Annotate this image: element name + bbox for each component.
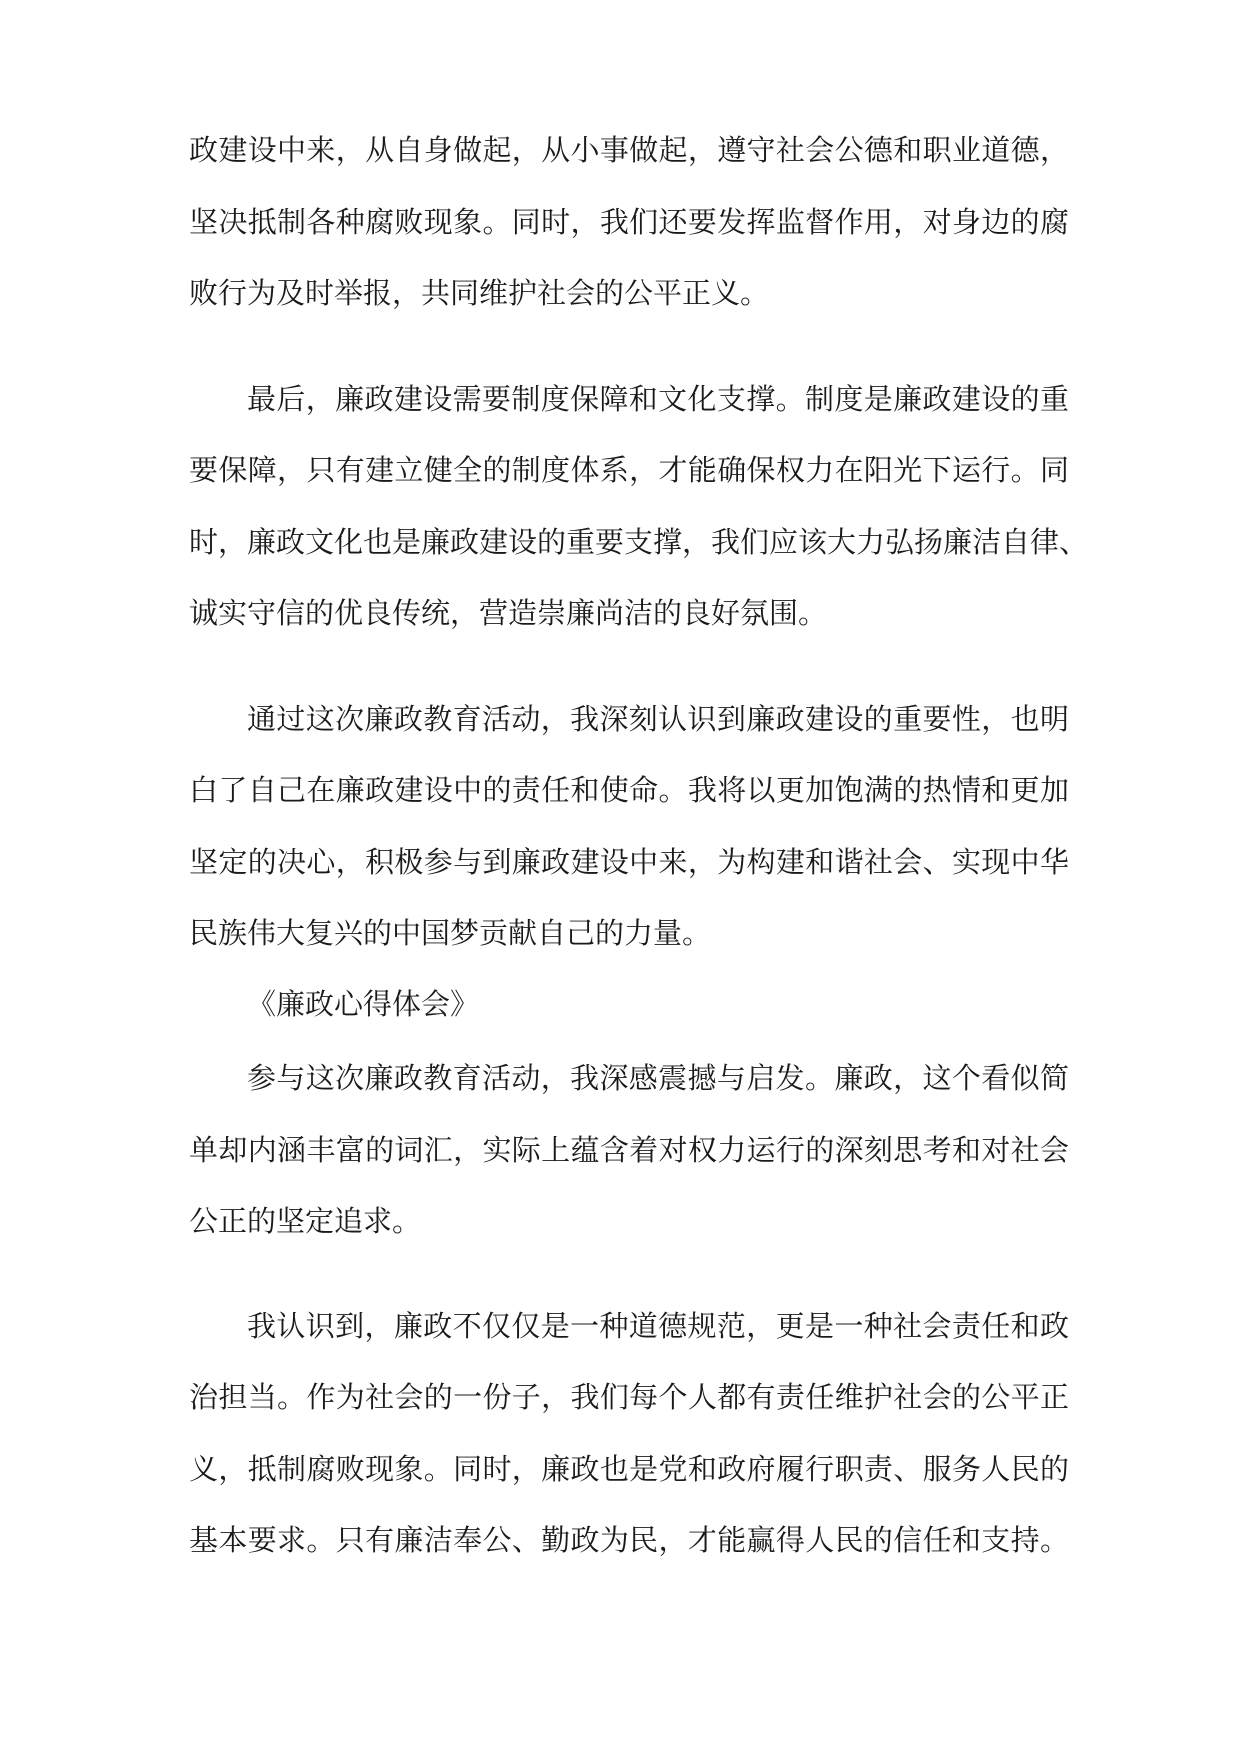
paragraph-line: 治担当。作为社会的一份子，我们每个人都有责任维护社会的公平正 <box>189 1380 1069 1414</box>
paragraph-line: 坚决抵制各种腐败现象。同时，我们还要发挥监督作用，对身边的腐 <box>189 205 1069 239</box>
paragraph-line: 通过这次廉政教育活动，我深刻认识到廉政建设的重要性，也明 <box>247 702 1069 736</box>
paragraph-line: 单却内涵丰富的词汇，实际上蕴含着对权力运行的深刻思考和对社会 <box>189 1133 1069 1167</box>
paragraph-line: 诚实守信的优良传统，营造崇廉尚洁的良好氛围。 <box>189 596 828 630</box>
paragraph-line: 公正的坚定追求。 <box>189 1204 422 1238</box>
paragraph-line: 义，抵制腐败现象。同时，廉政也是党和政府履行职责、服务人民的 <box>189 1452 1069 1486</box>
paragraph-line: 坚定的决心，积极参与到廉政建设中来，为构建和谐社会、实现中华 <box>189 845 1069 879</box>
paragraph-line: 政建设中来，从自身做起，从小事做起，遵守社会公德和职业道德， <box>189 133 1069 167</box>
paragraph-line: 参与这次廉政教育活动，我深感震撼与启发。廉政，这个看似简 <box>247 1061 1069 1095</box>
paragraph-line: 白了自己在廉政建设中的责任和使命。我将以更加饱满的热情和更加 <box>189 773 1069 807</box>
paragraph-line: 我认识到，廉政不仅仅是一种道德规范，更是一种社会责任和政 <box>247 1309 1069 1343</box>
paragraph-line: 败行为及时举报，共同维护社会的公平正义。 <box>189 276 770 310</box>
paragraph-line: 民族伟大复兴的中国梦贡献自己的力量。 <box>189 916 712 950</box>
paragraph-line: 最后，廉政建设需要制度保障和文化支撑。制度是廉政建设的重 <box>247 382 1069 416</box>
paragraph-line: 基本要求。只有廉洁奉公、勤政为民，才能赢得人民的信任和支持。 <box>189 1523 1069 1557</box>
paragraph-line: 要保障，只有建立健全的制度体系，才能确保权力在阳光下运行。同 <box>189 453 1069 487</box>
paragraph-line: 时，廉政文化也是廉政建设的重要支撑，我们应该大力弘扬廉洁自律、 <box>189 525 1089 559</box>
section-title: 《廉政心得体会》 <box>247 987 480 1021</box>
